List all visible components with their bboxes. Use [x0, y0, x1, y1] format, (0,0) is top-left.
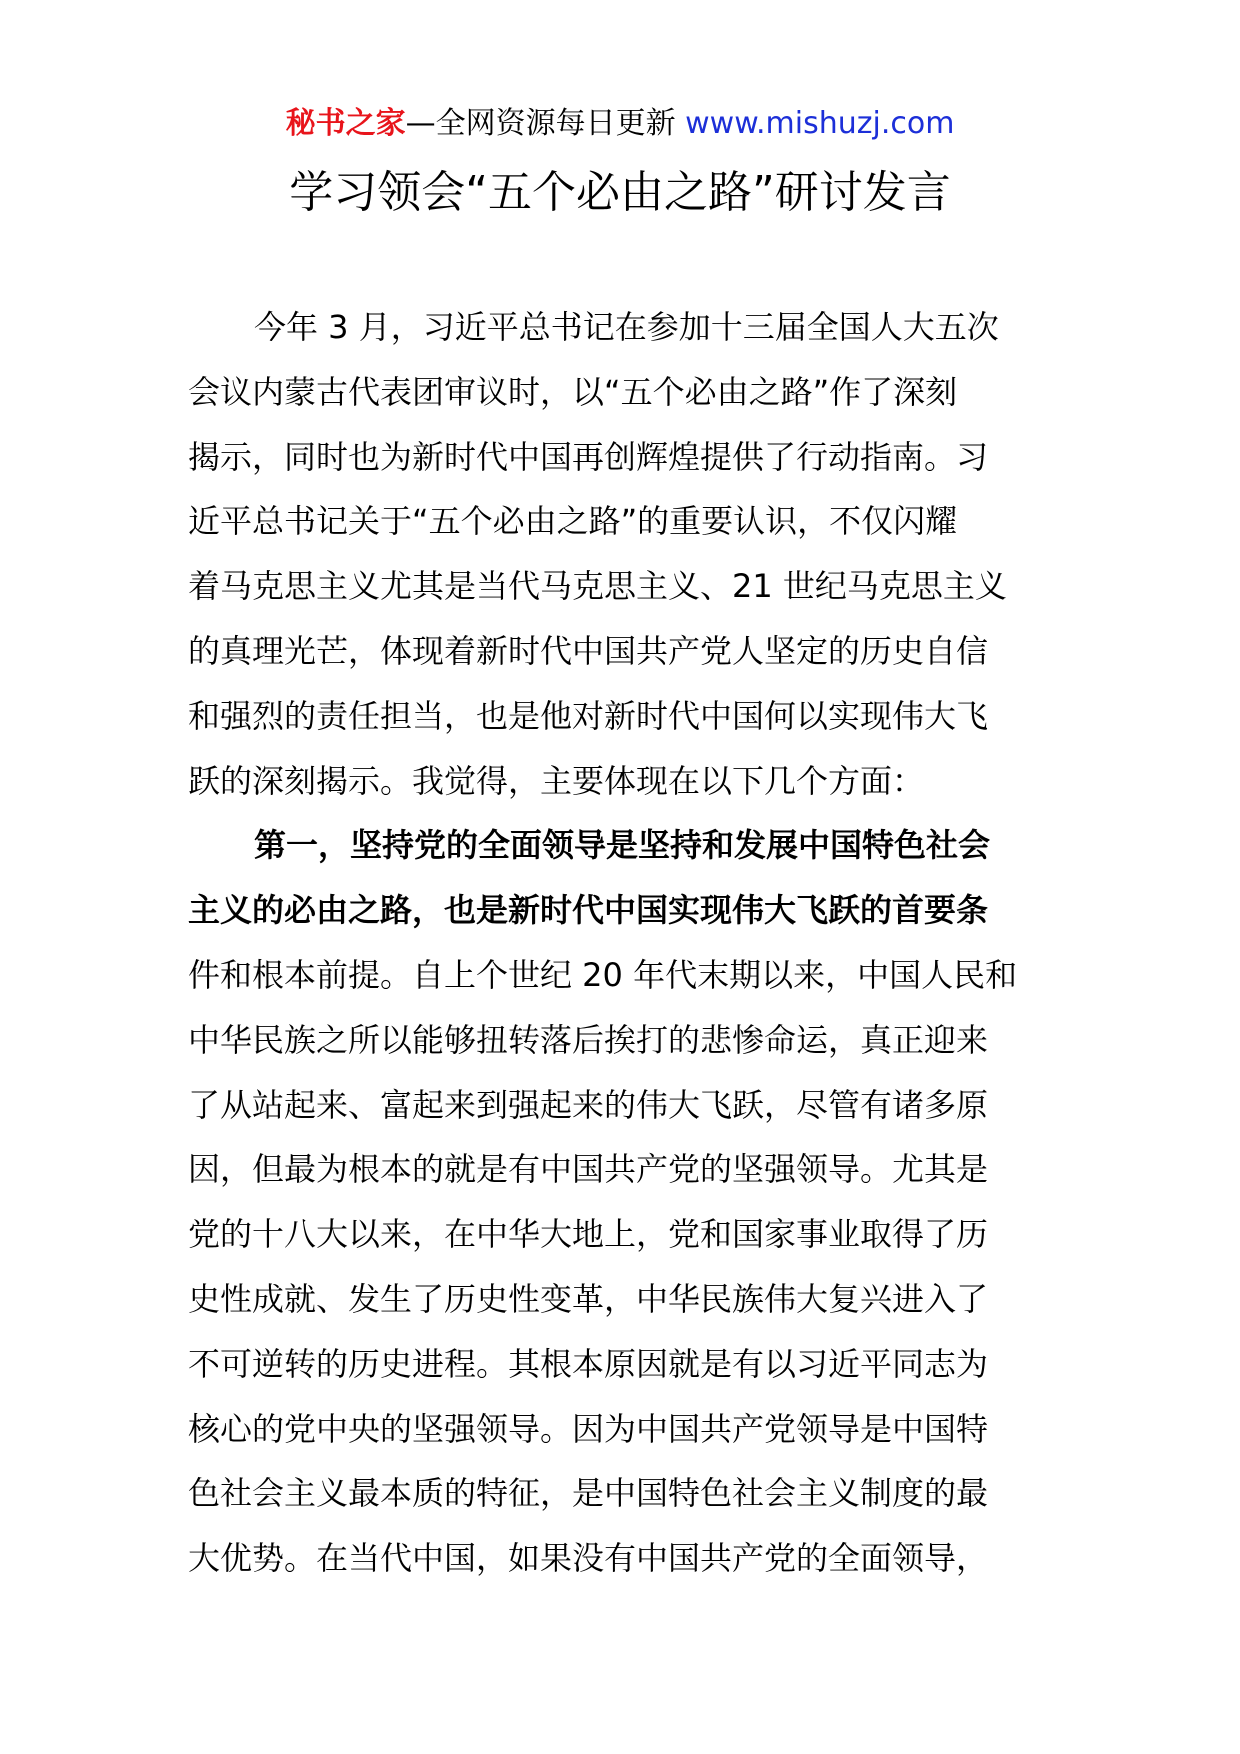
- site-slogan: —全网资源每日更新: [405, 106, 686, 141]
- text-line: 不可逆转的历史进程。其根本原因就是有以习近平同志为: [188, 1344, 989, 1383]
- site-brand: 秘书之家: [285, 106, 406, 141]
- document-body: [188, 295, 1054, 1591]
- text-line: 中华民族之所以能够扭转落后挨打的悲惨命运，真正迎来: [188, 1020, 989, 1059]
- document-title: 学习领会“五个必由之路”研讨发言: [289, 167, 951, 218]
- text-line: 件和根本前提。自上个世纪 20 年代末期以来，中国人民和: [188, 955, 1018, 994]
- text-line: 会议内蒙古代表团审议时，以“五个必由之路”作了深刻: [188, 372, 958, 411]
- text-line: 了从站起来、富起来到强起来的伟大飞跃，尽管有诸多原: [188, 1085, 989, 1124]
- text-line: 和强烈的责任担当，也是他对新时代中国何以实现伟大飞: [188, 696, 989, 735]
- text-line: 大优势。在当代中国，如果没有中国共产党的全面领导，: [188, 1539, 989, 1578]
- paragraph-intro: [188, 295, 1054, 813]
- text-line: 党的十八大以来，在中华大地上，党和国家事业取得了历: [188, 1215, 989, 1254]
- point-heading-line: 主义的必由之路，也是新时代中国实现伟大飞跃的首要条: [188, 891, 989, 930]
- text-line: 跃的深刻揭示。我觉得，主要体现在以下几个方面：: [188, 761, 925, 800]
- text-line: 色社会主义最本质的特征，是中国特色社会主义制度的最: [188, 1474, 989, 1513]
- text-line: 的真理光芒，体现着新时代中国共产党人坚定的历史自信: [188, 631, 989, 670]
- text-line: 近平总书记关于“五个必由之路”的重要认识，不仅闪耀: [188, 502, 958, 541]
- point-heading-line: 第一，坚持党的全面领导是坚持和发展中国特色社会: [254, 826, 991, 865]
- text-line: 核心的党中央的坚强领导。因为中国共产党领导是中国特: [188, 1409, 989, 1448]
- text-line: 因，但最为根本的就是有中国共产党的坚强领导。尤其是: [188, 1150, 989, 1189]
- text-line: 着马克思主义尤其是当代马克思主义、21 世纪马克思主义: [188, 567, 1007, 606]
- text-line: 揭示，同时也为新时代中国再创辉煌提供了行动指南。习: [188, 437, 989, 476]
- paragraph-first-point: [188, 813, 1054, 1591]
- site-header: [0, 104, 1240, 144]
- text-line: 今年 3 月，习近平总书记在参加十三届全国人大五次: [254, 308, 999, 346]
- site-url-link[interactable]: www.mishuzj.com: [685, 106, 955, 141]
- text-line: 史性成就、发生了历史性变革，中华民族伟大复兴进入了: [188, 1279, 989, 1318]
